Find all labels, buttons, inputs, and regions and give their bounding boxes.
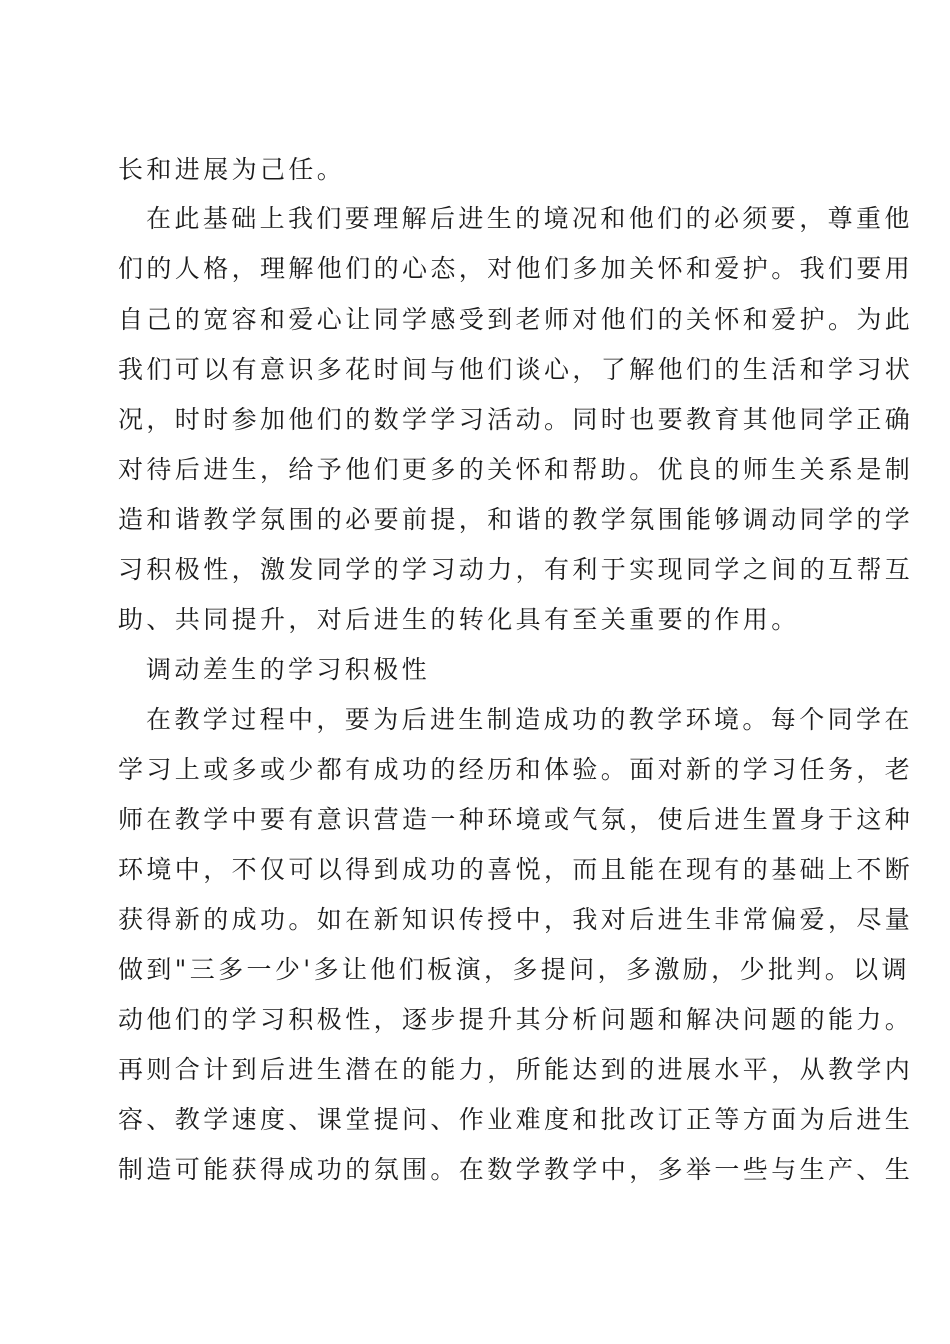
text-line: 助、共同提升，对后进生的转化具有至关重要的作用。 [118, 605, 800, 634]
text-line: 习积极性，激发同学的学习动力，有利于实现同学之间的互帮互 [118, 555, 914, 584]
text-line: 学习上或多或少都有成功的经历和体验。面对新的学习任务，老 [118, 755, 914, 784]
text-line: 况，时时参加他们的数学学习活动。同时也要教育其他同学正确 [118, 405, 914, 434]
text-line: 们的人格，理解他们的心态，对他们多加关怀和爱护。我们要用 [118, 254, 914, 283]
text-line: 制造可能获得成功的氛围。在数学教学中，多举一些与生产、生 [118, 1155, 914, 1184]
text-line: 动他们的学习积极性，逐步提升其分析问题和解决问题的能力。 [118, 1005, 914, 1034]
text-line: 长和进展为己任。 [118, 155, 346, 184]
paragraph-start-line: 在教学过程中，要为后进生制造成功的教学环境。每个同学在 [146, 705, 913, 734]
text-line: 我们可以有意识多花时间与他们谈心，了解他们的生活和学习状 [118, 355, 914, 384]
text-line: 师在教学中要有意识营造一种环境或气氛，使后进生置身于这种 [118, 805, 914, 834]
section-heading: 调动差生的学习积极性 [146, 655, 431, 684]
text-line: 自己的宽容和爱心让同学感受到老师对他们的关怀和爱护。为此 [118, 305, 914, 334]
text-line: 对待后进生，给予他们更多的关怀和帮助。优良的师生关系是制 [118, 455, 914, 484]
paragraph-start-line: 在此基础上我们要理解后进生的境况和他们的必须要，尊重他 [146, 204, 913, 233]
text-line: 造和谐教学氛围的必要前提，和谐的教学氛围能够调动同学的学 [118, 505, 914, 534]
text-line: 获得新的成功。如在新知识传授中，我对后进生非常偏爱，尽量 [118, 905, 914, 934]
text-line: 环境中，不仅可以得到成功的喜悦，而且能在现有的基础上不断 [118, 855, 914, 884]
text-line: 再则合计到后进生潜在的能力，所能达到的进展水平，从教学内 [118, 1055, 914, 1084]
text-line: 做到"三多一少'多让他们板演，多提问，多激励，少批判。以调 [118, 955, 910, 984]
text-line: 容、教学速度、课堂提问、作业难度和批改订正等方面为后进生 [118, 1105, 914, 1134]
